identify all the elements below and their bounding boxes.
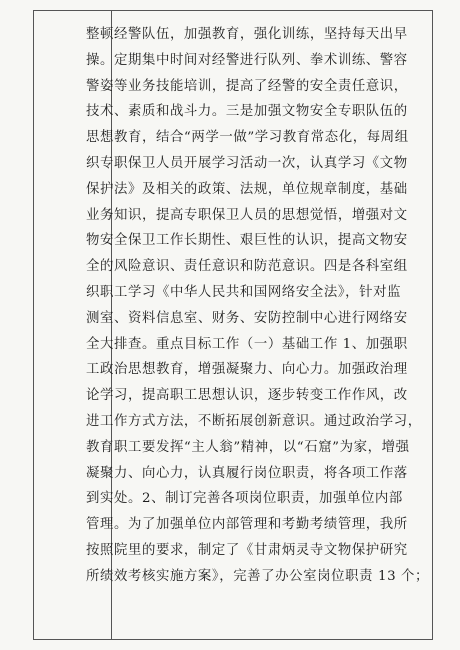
text-line: 警姿等业务技能培训，提高了经警的安全责任意识， <box>86 78 408 94</box>
text-line: 全大排查。重点目标工作（一）基础工作 1、加强职 <box>86 336 408 352</box>
text-line: 思想教育，结合“两学一做”学习教育常态化，每周组 <box>86 130 409 146</box>
text-line: 整顿经警队伍，加强教育，强化训练，坚持每天出早 <box>86 27 408 42</box>
text-line: 管理。为了加强单位内部管理和考勤考绩管理，我所 <box>86 517 408 533</box>
text-line: 物安全保卫工作长期性、艰巨性的认识，提高文物安 <box>86 233 408 249</box>
text-line: 按照院里的要求，制定了《甘肃炳灵寺文物保护研究 <box>86 542 408 558</box>
content-cell <box>86 22 430 590</box>
text-line: 所绩效考核实施方案》，完善了办公室岗位职责 13 个； <box>86 568 430 584</box>
text-line: 业务知识，提高专职保卫人员的思想觉悟，增强对文 <box>86 207 408 223</box>
text-line: 论学习，提高职工思想认识，逐步转变工作作风，改 <box>86 388 408 404</box>
text-line: 教育职工要发挥“主人翁”精神，以“石窟”为家，增强 <box>86 439 410 455</box>
text-line: 凝聚力、向心力，认真履行岗位职责，将各项工作落 <box>86 465 408 481</box>
text-line: 技术、素质和战斗力。三是加强文物安全专职队伍的 <box>86 104 408 120</box>
text-line: 到实处。2、制订完善各项岗位职责，加强单位内部 <box>86 491 403 507</box>
text-line: 全的风险意识、责任意识和防范意识。四是各科室组 <box>86 259 408 275</box>
text-line: 测室、资料信息室、财务、安防控制中心进行网络安 <box>86 310 408 326</box>
text-line: 织专职保卫人员开展学习活动一次，认真学习《文物 <box>86 155 408 171</box>
text-line: 操。定期集中时间对经警进行队列、拳术训练、警容 <box>86 52 408 68</box>
text-line: 织职工学习《中华人民共和国网络安全法》，针对监 <box>86 284 402 300</box>
text-line: 保护法》及相关的政策、法规，单位规章制度，基础 <box>86 181 408 197</box>
text-line: 进工作方式方法，不断拓展创新意识。通过政治学习， <box>86 413 422 429</box>
text-line: 工政治思想教育，增强凝聚力、向心力。加强政治理 <box>86 362 408 378</box>
